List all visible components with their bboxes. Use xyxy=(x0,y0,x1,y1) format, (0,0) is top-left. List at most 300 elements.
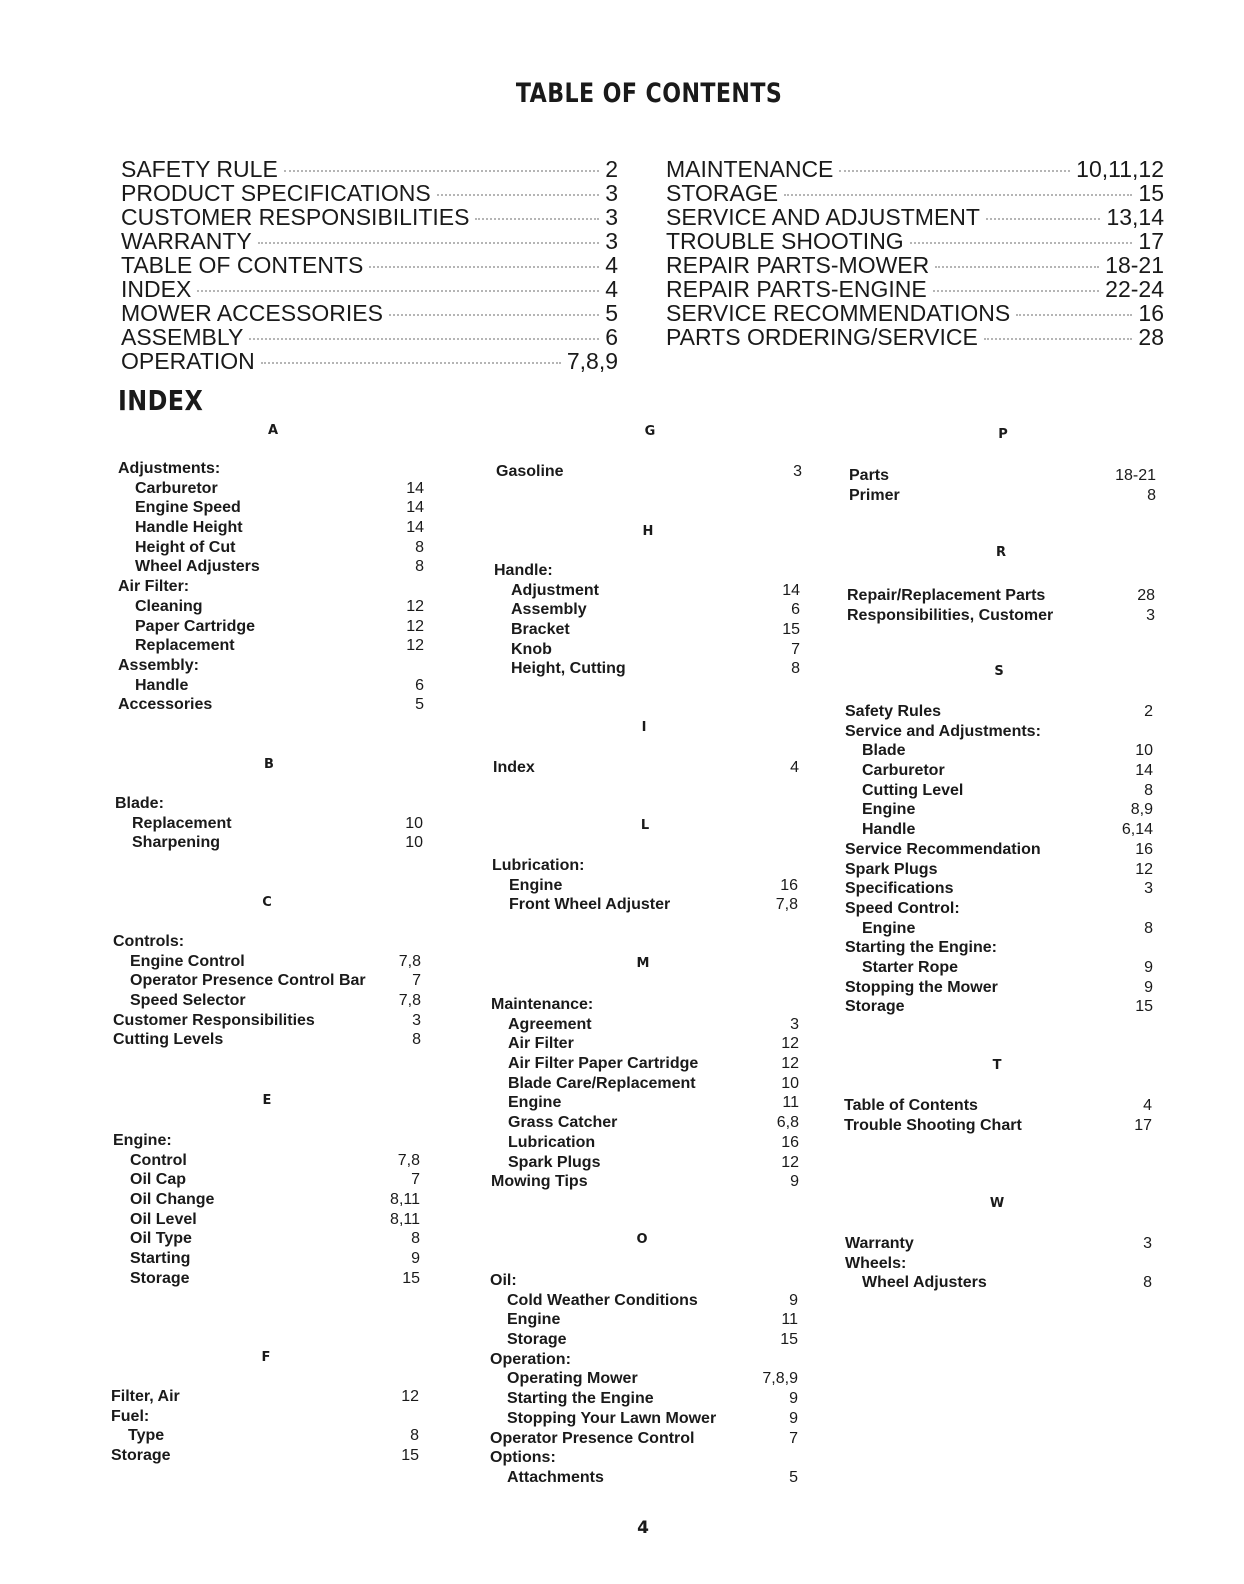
index-subentry[interactable] xyxy=(118,498,424,518)
index-entry-text: Fuel: xyxy=(111,1407,150,1425)
toc-entry-label: REPAIR PARTS-ENGINE xyxy=(666,276,927,302)
dot-leader xyxy=(369,266,599,268)
toc-entry[interactable] xyxy=(121,157,618,181)
index-letter-g: G xyxy=(644,424,656,439)
toc-entry[interactable] xyxy=(121,181,618,205)
index-entry[interactable] xyxy=(113,1011,421,1031)
toc-entry-label: PRODUCT SPECIFICATIONS xyxy=(121,180,431,206)
toc-entry-page: 4 xyxy=(605,252,618,278)
index-entry-text: Index xyxy=(493,759,535,776)
index-entry-page: 9 xyxy=(1144,958,1153,976)
index-entry-text: Lubrication: xyxy=(492,857,585,874)
index-entry[interactable] xyxy=(111,1387,419,1407)
index-subentry[interactable] xyxy=(115,833,423,853)
index-entry-text: Engine Speed xyxy=(135,499,241,517)
index-letter-f: F xyxy=(261,1350,271,1365)
dot-leader xyxy=(933,290,1099,292)
index-entry-text: Speed Control: xyxy=(845,899,960,917)
index-section-b xyxy=(115,794,423,853)
index-entry-page: 3 xyxy=(1143,1235,1152,1252)
index-letter-t: T xyxy=(992,1058,1002,1073)
dot-leader xyxy=(389,314,599,316)
index-entry-text: Options: xyxy=(490,1449,556,1467)
index-entry-page: 7 xyxy=(412,972,421,990)
index-subentry[interactable] xyxy=(845,820,1153,840)
index-entry-page: 16 xyxy=(780,876,798,894)
index-subentry[interactable] xyxy=(118,479,424,499)
index-entry-page: 15 xyxy=(1135,998,1153,1016)
index-entry-text: Mowing Tips xyxy=(491,1173,588,1191)
index-entry-page: 3 xyxy=(412,1011,421,1029)
toc-entry-page: 28 xyxy=(1138,324,1164,350)
index-section-s xyxy=(845,702,1153,1017)
index-entry[interactable] xyxy=(490,1271,798,1291)
index-entry-page: 14 xyxy=(1135,762,1153,780)
index-entry-page: 8,9 xyxy=(1130,801,1153,819)
toc-entry[interactable] xyxy=(666,277,1164,301)
index-subentry[interactable] xyxy=(491,1093,799,1113)
index-section-g xyxy=(496,462,802,482)
toc-entry-page: 5 xyxy=(605,300,618,326)
index-subentry[interactable] xyxy=(845,741,1153,761)
index-subentry[interactable] xyxy=(845,761,1153,781)
toc-entry-page: 3 xyxy=(605,228,618,254)
index-entry-page: 12 xyxy=(406,597,424,615)
index-subentry[interactable] xyxy=(113,1170,420,1190)
index-entry[interactable] xyxy=(845,997,1153,1017)
index-entry-text: Height, Cutting xyxy=(511,660,626,678)
toc-entry-page: 2 xyxy=(605,156,618,182)
index-letter-b: B xyxy=(264,757,274,772)
index-entry[interactable] xyxy=(118,695,424,715)
index-subentry[interactable] xyxy=(490,1330,798,1350)
dot-leader xyxy=(261,362,561,364)
index-entry-text: Oil: xyxy=(490,1272,517,1289)
index-entry-text: Replacement xyxy=(135,637,235,655)
index-entry[interactable] xyxy=(490,1448,798,1468)
index-entry[interactable] xyxy=(491,995,799,1015)
index-entry-page: 8 xyxy=(791,660,800,678)
index-subentry[interactable] xyxy=(113,1249,420,1269)
index-entry-page: 15 xyxy=(401,1447,419,1465)
index-entry-page: 8 xyxy=(1144,919,1153,937)
index-entry[interactable] xyxy=(115,794,423,814)
index-entry[interactable] xyxy=(845,702,1153,722)
toc-entry-label: ASSEMBLY xyxy=(121,324,244,350)
index-entry-page: 3 xyxy=(790,1015,799,1033)
index-entry-text: Service Recommendation xyxy=(845,840,1041,858)
index-entry[interactable] xyxy=(113,1131,420,1151)
index-subentry[interactable] xyxy=(118,518,424,538)
index-entry-text: Storage xyxy=(111,1447,171,1465)
toc-entry-label: PARTS ORDERING/SERVICE xyxy=(666,324,978,350)
index-entry-text: Table of Contents xyxy=(844,1097,978,1114)
index-subentry[interactable] xyxy=(491,1153,799,1173)
index-entry-text: Wheels: xyxy=(845,1254,907,1272)
index-subentry[interactable] xyxy=(491,1113,799,1133)
index-entry-text: Parts xyxy=(849,467,890,484)
toc-entry-label: SERVICE RECOMMENDATIONS xyxy=(666,300,1011,326)
index-subentry[interactable] xyxy=(494,659,800,679)
index-entry-text: Filter, Air xyxy=(111,1388,180,1405)
index-subentry[interactable] xyxy=(113,1210,420,1230)
index-entry-page: 4 xyxy=(790,759,799,776)
index-entry-page: 12 xyxy=(401,1388,419,1405)
toc-entry[interactable] xyxy=(666,229,1164,253)
index-entry-text: Carburetor xyxy=(135,479,218,497)
index-entry-page: 7 xyxy=(789,1429,798,1447)
index-subentry[interactable] xyxy=(113,1229,420,1249)
toc-right-column xyxy=(666,157,1164,349)
index-subentry[interactable] xyxy=(845,1273,1152,1293)
index-entry-text: Knob xyxy=(511,640,552,658)
index-entry-page: 9 xyxy=(789,1291,798,1309)
index-entry[interactable] xyxy=(847,606,1155,626)
dot-leader xyxy=(249,338,599,340)
index-subentry[interactable] xyxy=(845,958,1153,978)
index-entry[interactable] xyxy=(845,978,1153,998)
index-entry-text: Sharpening xyxy=(132,834,221,852)
toc-entry-page: 4 xyxy=(605,276,618,302)
dot-leader xyxy=(784,194,1132,196)
index-entry[interactable] xyxy=(492,856,798,876)
toc-entry-label: MOWER ACCESSORIES xyxy=(121,300,383,326)
toc-entry[interactable] xyxy=(666,181,1164,205)
index-entry[interactable] xyxy=(845,1254,1152,1274)
index-entry-page: 9 xyxy=(411,1250,420,1268)
index-subentry[interactable] xyxy=(113,952,421,972)
index-entry[interactable] xyxy=(845,899,1153,919)
index-entry-page: 8 xyxy=(1144,781,1153,799)
index-entry-text: Lubrication xyxy=(508,1133,596,1151)
index-entry-page: 14 xyxy=(406,499,424,517)
index-entry-text: Oil Cap xyxy=(130,1171,187,1189)
index-entry[interactable] xyxy=(845,879,1153,899)
index-entry-page: 7 xyxy=(411,1171,420,1189)
index-letter-o: O xyxy=(636,1232,648,1247)
toc-entry[interactable] xyxy=(666,253,1164,277)
index-entry-text: Agreement xyxy=(508,1015,592,1033)
toc-entry-label: INDEX xyxy=(121,276,192,302)
index-subentry[interactable] xyxy=(113,1151,420,1171)
index-entry-text: Customer Responsibilities xyxy=(113,1011,315,1029)
index-entry-page: 18-21 xyxy=(1115,467,1156,484)
index-entry[interactable] xyxy=(111,1446,419,1466)
toc-entry[interactable] xyxy=(121,253,618,277)
index-entry-page: 8 xyxy=(1143,1274,1152,1292)
toc-entry[interactable] xyxy=(666,301,1164,325)
index-entry-text: Specifications xyxy=(845,880,954,898)
index-entry[interactable] xyxy=(111,1407,419,1427)
index-section-i xyxy=(493,758,799,778)
toc-entry[interactable] xyxy=(666,325,1164,349)
index-entry[interactable] xyxy=(491,1172,799,1192)
index-subentry[interactable] xyxy=(118,538,424,558)
index-entry[interactable] xyxy=(118,459,424,479)
index-entry-page: 11 xyxy=(782,1094,799,1112)
index-section-c xyxy=(113,932,421,1050)
index-section-w xyxy=(845,1234,1152,1293)
index-letter-s: S xyxy=(994,664,1004,679)
dot-leader xyxy=(1016,314,1132,316)
index-subentry[interactable] xyxy=(845,781,1153,801)
index-entry-page: 15 xyxy=(402,1269,420,1287)
index-entry-text: Safety Rules xyxy=(845,703,942,720)
index-entry-text: Handle xyxy=(135,676,189,694)
index-entry-page: 7,8,9 xyxy=(762,1370,798,1388)
index-subentry[interactable] xyxy=(492,895,798,915)
toc-entry-label: SAFETY RULE xyxy=(121,156,278,182)
dot-leader xyxy=(437,194,600,196)
index-entry-text: Maintenance: xyxy=(491,996,594,1013)
index-entry-text: Handle Height xyxy=(135,519,243,537)
index-entry-text: Air Filter Paper Cartridge xyxy=(508,1055,699,1073)
index-entry-text: Attachments xyxy=(507,1468,604,1486)
toc-entry-label: CUSTOMER RESPONSIBILITIES xyxy=(121,204,470,230)
index-entry[interactable] xyxy=(113,1030,421,1050)
index-entry[interactable] xyxy=(845,1234,1152,1254)
index-entry[interactable] xyxy=(118,656,424,676)
index-entry-text: Wheel Adjusters xyxy=(862,1274,987,1292)
index-entry-text: Repair/Replacement Parts xyxy=(847,587,1046,604)
index-entry-page: 8 xyxy=(410,1427,419,1445)
index-entry-page: 14 xyxy=(782,581,800,599)
index-entry-text: Starting the Engine: xyxy=(845,939,997,957)
index-subentry[interactable] xyxy=(118,557,424,577)
index-entry-page: 8,11 xyxy=(390,1191,420,1209)
index-entry-page: 7,8 xyxy=(398,952,421,970)
index-subentry[interactable] xyxy=(118,617,424,637)
index-subentry[interactable] xyxy=(118,636,424,656)
index-entry-text: Air Filter: xyxy=(118,578,190,596)
toc-entry-page: 17 xyxy=(1138,228,1164,254)
index-section-a xyxy=(118,459,424,715)
index-entry[interactable] xyxy=(490,1429,798,1449)
index-subentry[interactable] xyxy=(494,581,800,601)
index-entry-page: 8 xyxy=(415,558,424,576)
index-entry[interactable] xyxy=(494,561,800,581)
index-subentry[interactable] xyxy=(490,1291,798,1311)
index-subentry[interactable] xyxy=(491,1034,799,1054)
toc-entry-label: TROUBLE SHOOTING xyxy=(666,228,904,254)
index-entry-page: 3 xyxy=(793,463,802,480)
index-entry-page: 14 xyxy=(406,479,424,497)
index-entry[interactable] xyxy=(113,932,421,952)
dot-leader xyxy=(935,266,1099,268)
index-letter-m: M xyxy=(636,956,650,971)
index-heading: INDEX xyxy=(118,384,204,417)
index-section-o xyxy=(490,1271,798,1488)
index-subentry[interactable] xyxy=(492,876,798,896)
index-entry-text: Accessories xyxy=(118,696,213,714)
index-subentry[interactable] xyxy=(111,1426,419,1446)
toc-entry-page: 10,11,12 xyxy=(1076,156,1164,182)
index-subentry[interactable] xyxy=(491,1015,799,1035)
index-subentry[interactable] xyxy=(490,1310,798,1330)
index-entry-text: Adjustments: xyxy=(118,460,221,477)
index-entry-page: 12 xyxy=(781,1153,799,1171)
index-subentry[interactable] xyxy=(115,814,423,834)
toc-entry-label: MAINTENANCE xyxy=(666,156,834,182)
index-entry[interactable] xyxy=(496,462,802,482)
index-entry-text: Blade Care/Replacement xyxy=(508,1074,696,1092)
index-entry[interactable] xyxy=(845,938,1153,958)
index-letter-i: I xyxy=(641,720,647,735)
index-entry-page: 6 xyxy=(791,601,800,619)
dot-leader xyxy=(475,218,599,220)
index-entry-page: 12 xyxy=(781,1035,799,1053)
index-entry-page: 8,11 xyxy=(390,1210,420,1228)
index-subentry[interactable] xyxy=(845,919,1153,939)
index-subentry[interactable] xyxy=(113,1269,420,1289)
index-entry-text: Wheel Adjusters xyxy=(135,558,260,576)
index-entry-text: Gasoline xyxy=(496,463,564,480)
index-subentry[interactable] xyxy=(113,1190,420,1210)
index-entry-text: Warranty xyxy=(845,1235,914,1252)
dot-leader xyxy=(839,170,1070,172)
toc-entry[interactable] xyxy=(121,229,618,253)
index-entry-page: 9 xyxy=(789,1409,798,1427)
index-entry[interactable] xyxy=(845,722,1153,742)
index-subentry[interactable] xyxy=(494,640,800,660)
toc-entry-label: STORAGE xyxy=(666,180,779,206)
index-section-e xyxy=(113,1131,420,1289)
index-entry-text: Operator Presence Control xyxy=(490,1429,695,1447)
index-subentry[interactable] xyxy=(113,991,421,1011)
index-subentry[interactable] xyxy=(490,1389,798,1409)
dot-leader xyxy=(910,242,1133,244)
index-entry-page: 10 xyxy=(1135,742,1153,760)
index-entry-page: 10 xyxy=(781,1074,799,1092)
index-entry[interactable] xyxy=(844,1116,1152,1136)
index-entry-page: 17 xyxy=(1134,1116,1152,1134)
index-section-p xyxy=(849,466,1156,505)
index-entry-page: 12 xyxy=(406,617,424,635)
toc-entry-page: 13,14 xyxy=(1106,204,1164,230)
index-subentry[interactable] xyxy=(490,1468,798,1488)
index-entry-text: Grass Catcher xyxy=(508,1114,618,1132)
toc-entry[interactable] xyxy=(666,205,1164,229)
toc-entry-page: 22-24 xyxy=(1105,276,1164,302)
index-entry-page: 8 xyxy=(415,538,424,556)
index-entry-text: Cold Weather Conditions xyxy=(507,1291,698,1309)
index-entry-text: Front Wheel Adjuster xyxy=(509,896,671,914)
index-subentry[interactable] xyxy=(491,1054,799,1074)
index-entry-page: 7 xyxy=(791,640,800,658)
index-entry-text: Engine: xyxy=(113,1132,172,1149)
index-entry-text: Spark Plugs xyxy=(508,1153,601,1171)
index-entry-page: 12 xyxy=(781,1055,799,1073)
index-entry-page: 10 xyxy=(405,834,423,852)
index-entry-text: Engine xyxy=(507,1311,561,1329)
toc-entry[interactable] xyxy=(666,157,1164,181)
dot-leader xyxy=(284,170,599,172)
index-subentry[interactable] xyxy=(494,600,800,620)
index-entry-page: 6,8 xyxy=(776,1114,799,1132)
toc-entry-label: REPAIR PARTS-MOWER xyxy=(666,252,930,278)
toc-entry-label: OPERATION xyxy=(121,348,255,374)
toc-entry[interactable] xyxy=(121,349,618,373)
index-entry-text: Speed Selector xyxy=(130,992,246,1010)
toc-entry[interactable] xyxy=(121,325,618,349)
index-entry-page: 5 xyxy=(789,1468,798,1486)
index-entry[interactable] xyxy=(118,577,424,597)
page-number: 4 xyxy=(637,1518,649,1538)
index-entry-text: Blade xyxy=(862,742,906,760)
toc-entry-page: 7,8,9 xyxy=(566,348,618,374)
index-entry[interactable] xyxy=(849,466,1156,486)
index-letter-r: R xyxy=(995,545,1006,560)
toc-left-column xyxy=(121,157,618,373)
index-entry-page: 11 xyxy=(781,1311,798,1329)
index-section-l xyxy=(492,856,798,915)
toc-entry[interactable] xyxy=(121,277,618,301)
index-entry-text: Oil Type xyxy=(130,1230,192,1248)
index-entry[interactable] xyxy=(847,586,1155,606)
index-entry-page: 8 xyxy=(411,1230,420,1248)
index-subentry[interactable] xyxy=(490,1409,798,1429)
toc-entry-page: 3 xyxy=(605,204,618,230)
index-subentry[interactable] xyxy=(113,971,421,991)
index-entry[interactable] xyxy=(845,840,1153,860)
index-entry-text: Operator Presence Control Bar xyxy=(130,972,366,990)
index-letter-h: H xyxy=(642,524,654,539)
index-entry-page: 8 xyxy=(1147,486,1156,504)
toc-entry[interactable] xyxy=(121,205,618,229)
dot-leader xyxy=(197,290,599,292)
index-entry-text: Primer xyxy=(849,486,900,504)
index-entry-page: 9 xyxy=(790,1173,799,1191)
index-letter-a: A xyxy=(267,423,279,438)
index-entry-text: Cutting Level xyxy=(862,781,964,799)
index-section-r xyxy=(847,586,1155,625)
index-subentry[interactable] xyxy=(490,1369,798,1389)
index-entry-page: 14 xyxy=(406,519,424,537)
index-entry-text: Assembly: xyxy=(118,656,199,674)
index-subentry[interactable] xyxy=(118,676,424,696)
toc-entry-page: 3 xyxy=(605,180,618,206)
index-subentry[interactable] xyxy=(845,800,1153,820)
index-entry-text: Trouble Shooting Chart xyxy=(844,1116,1022,1134)
index-entry-text: Storage xyxy=(507,1331,567,1349)
index-section-m xyxy=(491,995,799,1192)
index-entry-text: Adjustment xyxy=(511,581,599,599)
index-entry[interactable] xyxy=(849,486,1156,506)
index-entry-text: Cleaning xyxy=(135,597,203,615)
index-entry-page: 15 xyxy=(782,621,800,639)
index-entry[interactable] xyxy=(844,1096,1152,1116)
index-entry-text: Engine Control xyxy=(130,952,245,970)
index-entry-page: 2 xyxy=(1144,703,1153,720)
index-entry-text: Handle xyxy=(862,821,916,839)
index-entry-page: 9 xyxy=(1144,978,1153,996)
index-section-h xyxy=(494,561,800,679)
index-entry-text: Storage xyxy=(130,1269,190,1287)
index-entry-text: Responsibilities, Customer xyxy=(847,606,1054,624)
index-subentry[interactable] xyxy=(491,1074,799,1094)
index-entry[interactable] xyxy=(493,758,799,778)
page-title: TABLE OF CONTENTS xyxy=(515,78,783,109)
index-subentry[interactable] xyxy=(491,1133,799,1153)
index-entry[interactable] xyxy=(490,1350,798,1370)
index-entry-text: Engine xyxy=(509,876,563,894)
index-entry[interactable] xyxy=(845,860,1153,880)
toc-entry[interactable] xyxy=(121,301,618,325)
index-subentry[interactable] xyxy=(494,620,800,640)
toc-entry-page: 16 xyxy=(1138,300,1164,326)
toc-entry-page: 15 xyxy=(1138,180,1164,206)
index-subentry[interactable] xyxy=(118,597,424,617)
